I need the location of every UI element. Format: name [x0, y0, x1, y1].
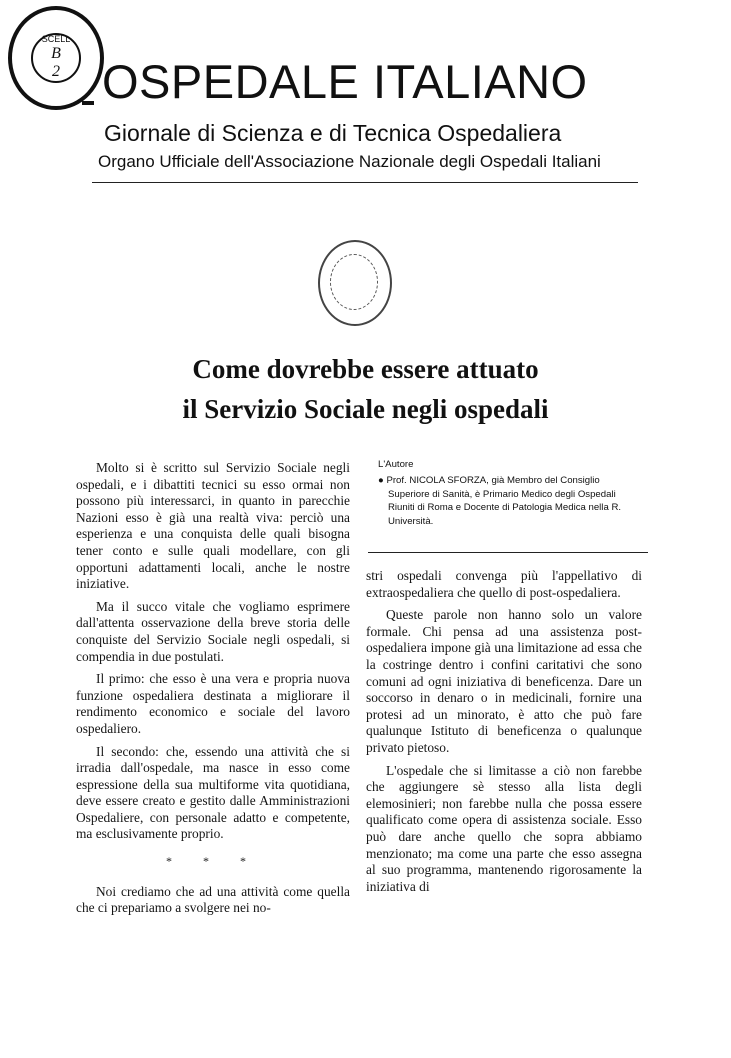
- article-title-line-2: il Servizio Sociale negli ospedali: [182, 394, 549, 424]
- section-separator: * * *: [166, 854, 260, 869]
- paragraph: stri ospedali convenga più l'appellativo di extraospedaliera che quello di post-ospedaliera.: [366, 568, 642, 600]
- paragraph: Il secondo: che, essendo una attività che si irradia dall'ospedale, ma nasce in esso come espressione della sua multiforme vita quotidiana, deve essere creato e gestito dalle Amministrazioni Ospedaliere, con personale adatto e competente, ma esclusivamente proprio.: [76, 743, 350, 842]
- right-column: [366, 568, 642, 901]
- author-box-rule: [368, 552, 648, 553]
- article-title-line-1: Come dovrebbe essere attuato: [192, 354, 539, 384]
- paragraph: Queste parole non hanno solo un valore formale. Chi pensa ad una assistenza post-ospedaliera impone già una limitazione ad essa che la costringe dentro i confini caritativi che sono comuni ad ogni iniziativa di beneficenza. Dare un soccorso in denaro o in medicinali, fornire una protesi ad un minorato, è atto che può fare qualunque Istituto di beneficenza o qualunque privato pietoso.: [366, 607, 642, 755]
- author-text: ● Prof. NICOLA SFORZA, già Membro del Consiglio Superiore di Sanità, è Primario Medico degli Ospedali Riuniti di Roma e Docente di Patologia Medica nella R. Università.: [378, 475, 622, 527]
- paragraph: Molto si è scritto sul Servizio Sociale negli ospedali, e i dibattiti tecnici su esso ormai non possono più interessarci, in quanto in parecchie Nazioni esso è già una realtà viva: perciò una esperienza e una conquista delle quali bisogna tener conto e sulle quali modellare, con gli opportuni adattamenti locali, anche le nostre iniziative.: [76, 460, 350, 592]
- journal-subtitle: Giornale di Scienza e di Tecnica Ospedaliera: [104, 120, 562, 146]
- paragraph: Il primo: che esso è una vera e propria nuova funzione ospedaliera destinata a migliorare il rendimento economico e sociale del lavoro ospedaliero.: [76, 671, 350, 736]
- masthead-dash: [82, 101, 94, 105]
- stamp-word: SCELL: [41, 34, 71, 45]
- stamp-mark: B: [51, 45, 61, 63]
- author-box: [378, 458, 640, 528]
- left-column: [76, 460, 350, 923]
- journal-organ-line: Organo Ufficiale dell'Associazione Nazionale degli Ospedali Italiani: [98, 152, 601, 171]
- paragraph: Ma il succo vitale che vogliamo esprimere dall'attenta osservazione della breve storia delle conquiste del Servizio Sociale negli ospedali, si compendia in due postulati.: [76, 598, 350, 664]
- paragraph: Noi crediamo che ad una attività come quella che ci prepariamo a svolgere nei no-: [76, 883, 350, 916]
- round-stamp-ring: [330, 254, 378, 310]
- library-stamp: [8, 6, 104, 110]
- masthead-rule: [92, 182, 638, 183]
- journal-title: OSPEDALE ITALIANO: [102, 55, 588, 108]
- stamp-number: 2: [52, 62, 60, 80]
- author-heading: L'Autore: [378, 459, 414, 470]
- round-stamp: [318, 240, 392, 326]
- paragraph: L'ospedale che si limitasse a ciò non farebbe che aggiungere sè stesso alla lista degli elemosinieri; non farebbe nulla che possa essere qualificato come opera di assistenza sociale. Esso può dare anche quello che sopra abbiamo menzionato; ma come una parte che esso assegna al suo programma, mantenendo rigorosamente la iniziativa di: [366, 762, 642, 894]
- library-stamp-center: [31, 33, 81, 83]
